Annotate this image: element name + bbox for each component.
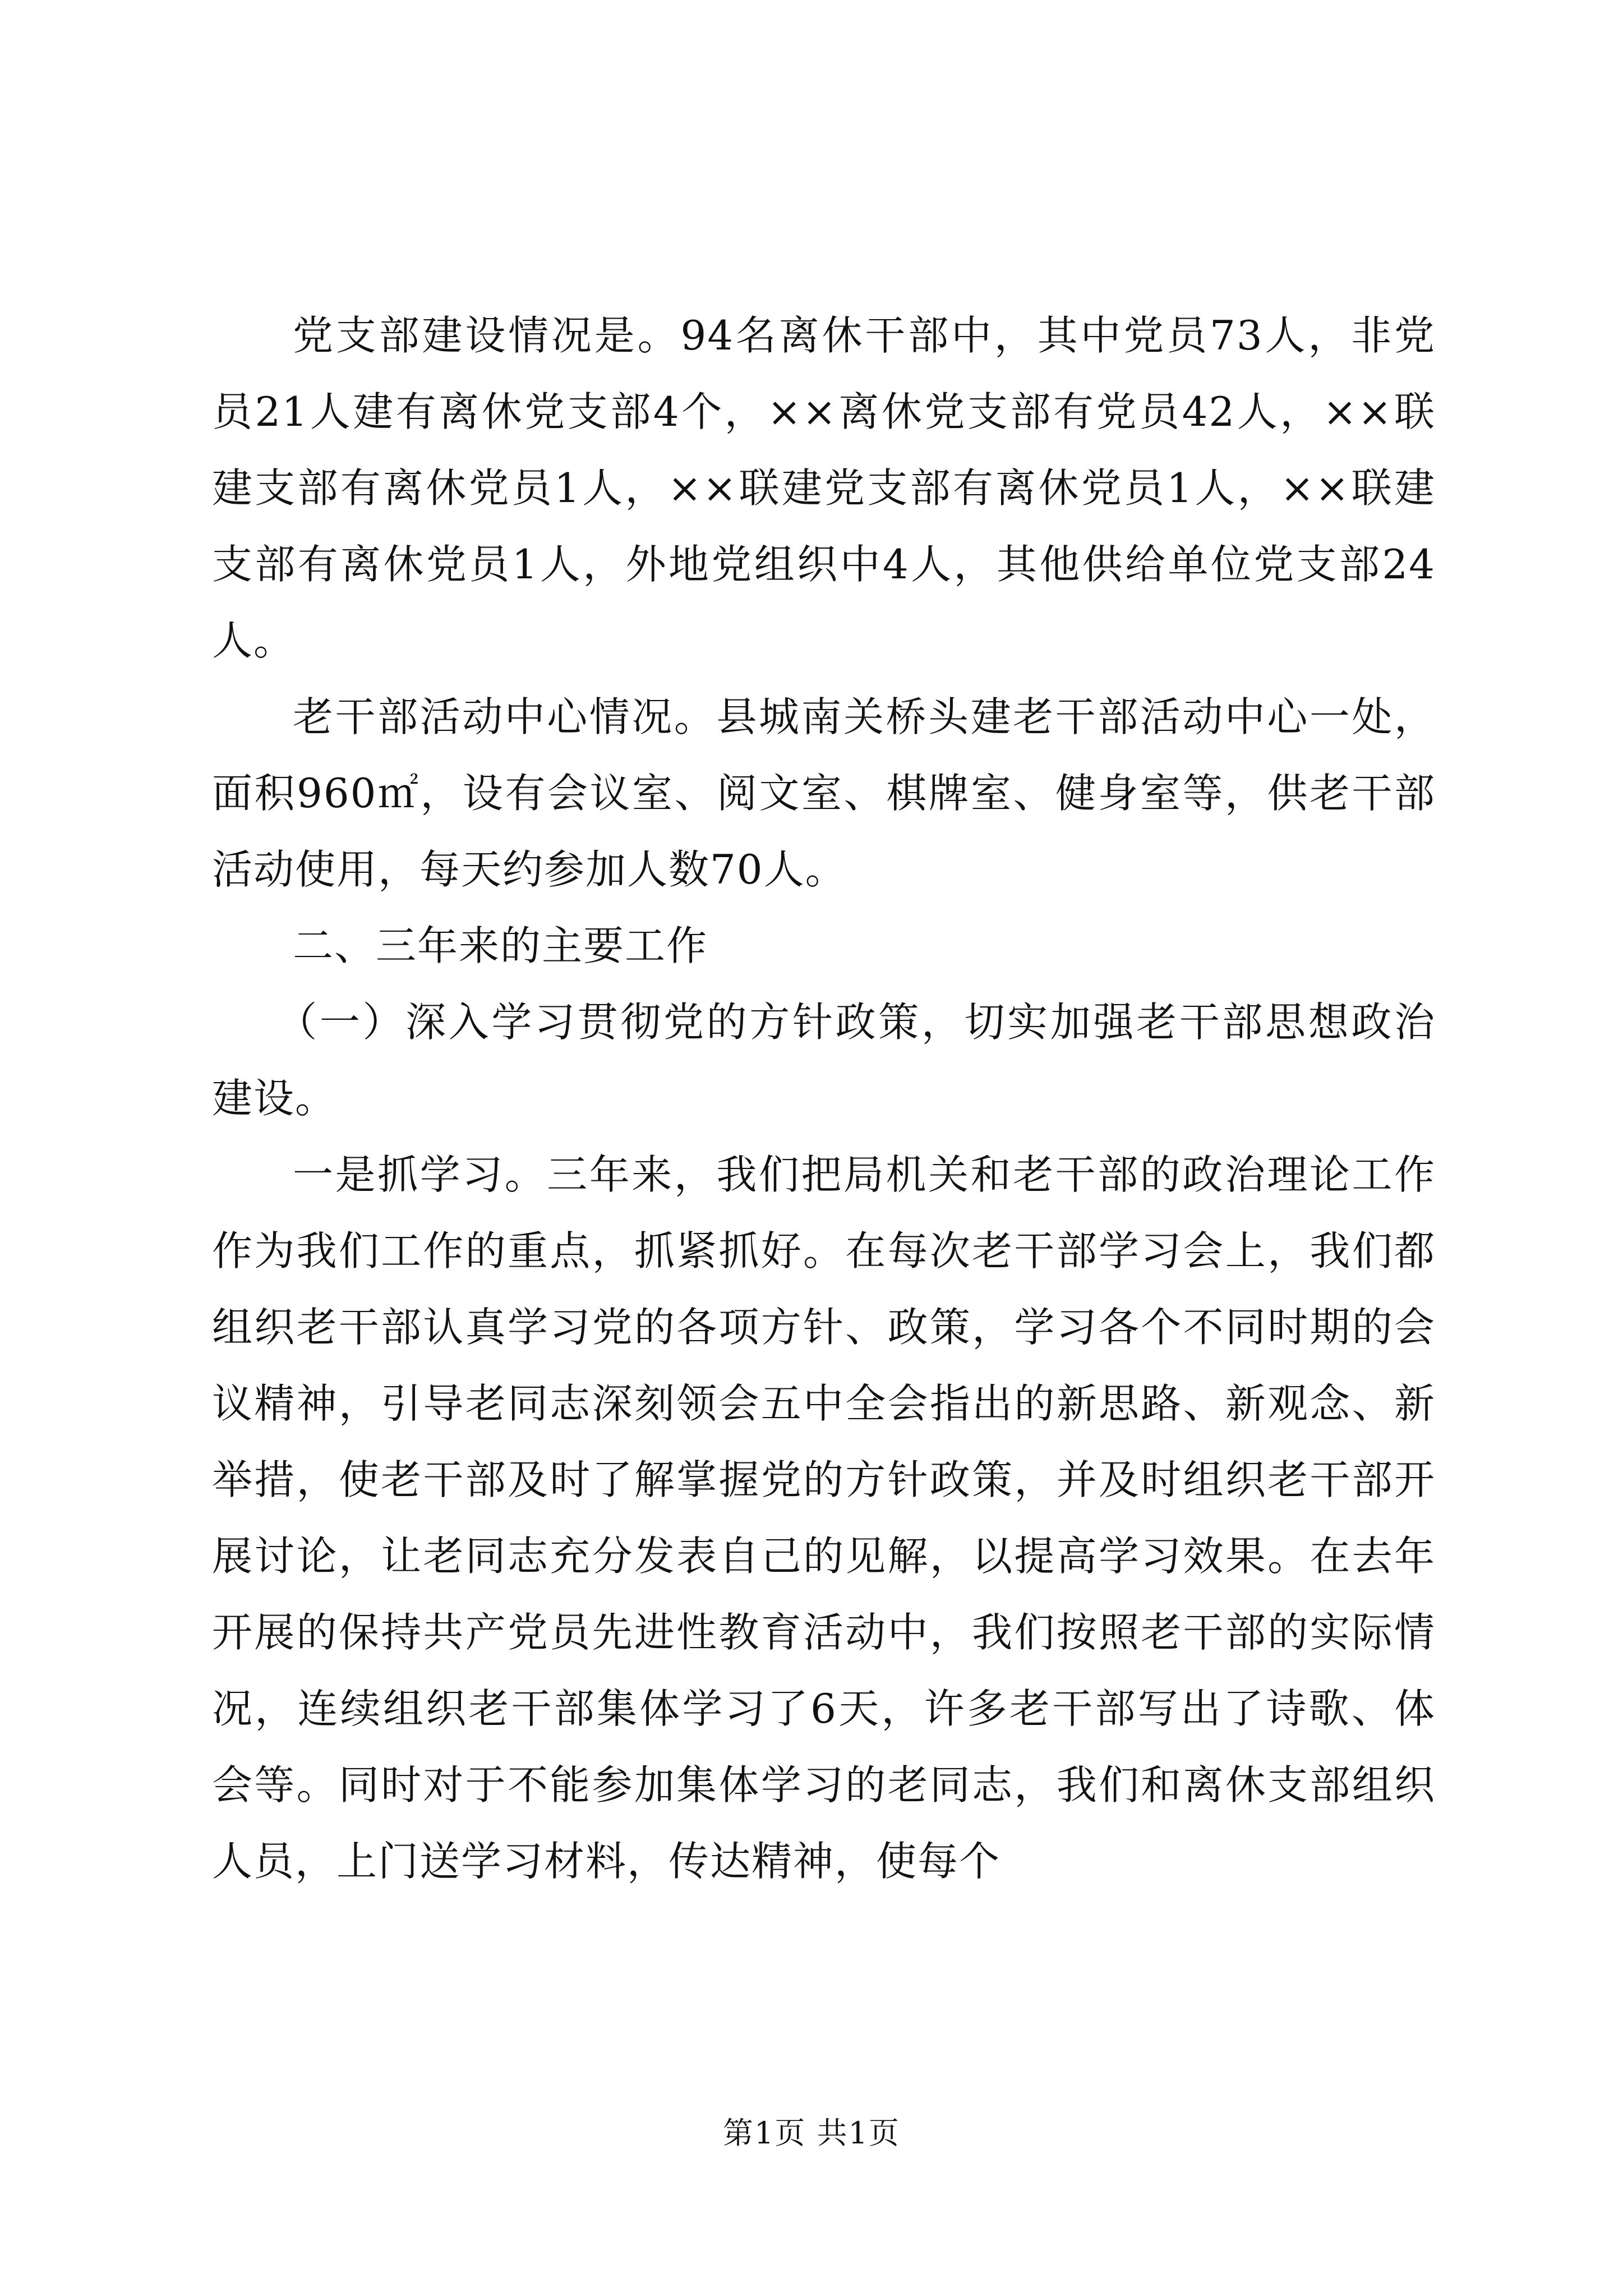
page-footer: 第1页 共1页 — [723, 2115, 900, 2151]
subsection-heading: （一）深入学习贯彻党的方针政策，切实加强老干部思想政治建设。 — [212, 999, 1436, 1122]
paragraph-activity-center: 老干部活动中心情况。县城南关桥头建老干部活动中心一处，面积960㎡，设有会议室、阅文室、棋牌室、健身室等，供老干部活动使用，每天约参加人数70人。 — [212, 693, 1436, 893]
paragraph-party-branch: 党支部建设情况是。94名离休干部中，其中党员73人，非党员21人建有离休党支部4个，××离休党支部有党员42人，××联建支部有离休党员1人，××联建党支部有离休党员1人，××联建支部有离休党员1人，外地党组织中4人，其他供给单位党支部24人。 — [212, 312, 1436, 664]
section-heading: 二、三年来的主要工作 — [293, 922, 708, 969]
paragraph-study: 一是抓学习。三年来，我们把局机关和老干部的政治理论工作作为我们工作的重点，抓紧抓好。在每次老干部学习会上，我们都组织老干部认真学习党的各项方针、政策，学习各个不同时期的会议精神，引导老同志深刻领会五中全会指出的新思路、新观念、新举措，使老干部及时了解掌握党的方针政策，并及时组织老干部开展讨论，让老同志充分发表自己的见解，以提高学习效果。在去年开展的保持共产党员先进性教育活动中，我们按照老干部的实际情况，连续组织老干部集体学习了6天，许多老干部写出了诗歌、体会等。同时对于不能参加集体学习的老同志，我们和离休支部组织人员，上门送学习材料，传达精神，使每个 — [212, 1151, 1436, 1885]
document-body — [212, 297, 1436, 1899]
